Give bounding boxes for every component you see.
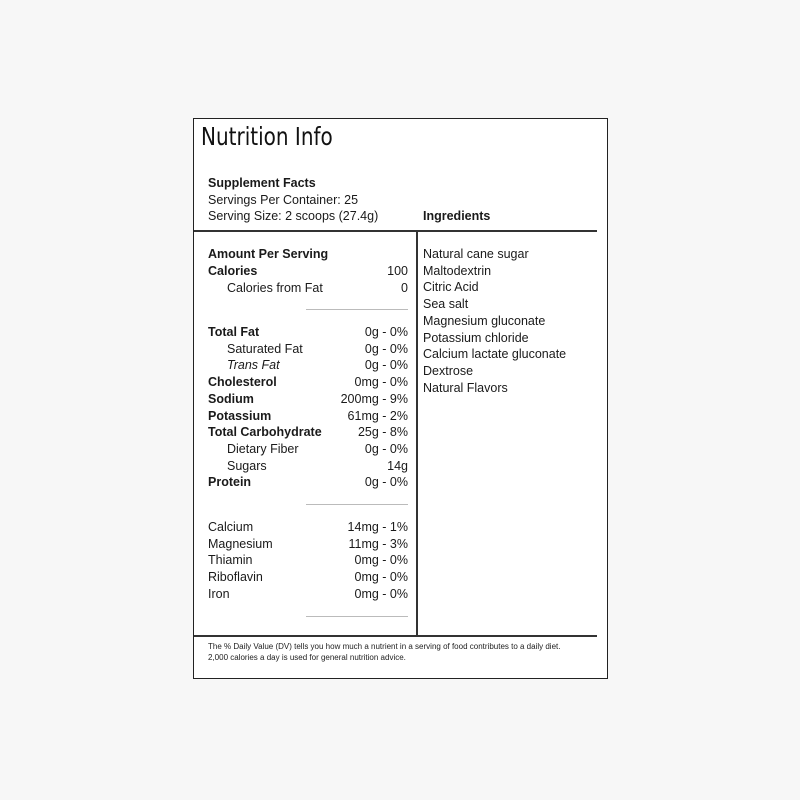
calories-row-label: Calories <box>208 264 258 278</box>
nutrient-row <box>208 441 408 457</box>
ingredient-item: Natural cane sugar <box>423 247 529 261</box>
mineral-row <box>208 519 408 535</box>
ingredient-item: Calcium lactate gluconate <box>423 347 567 362</box>
nutrition-panel <box>193 118 608 679</box>
ingredients-heading: Ingredients <box>423 209 491 223</box>
nutrient-row-value: 14g <box>387 458 408 473</box>
nutrient-row-value: 0g - 0% <box>364 441 408 456</box>
mineral-row-value: 14mg - 1% <box>347 520 408 534</box>
nutrient-row-value: 25g - 8% <box>357 425 408 440</box>
section-divider <box>306 309 408 310</box>
mineral-row-label: Iron <box>208 586 230 601</box>
nutrient-row <box>208 324 408 340</box>
ingredient-list <box>423 246 566 396</box>
daily-value-footnote <box>208 641 598 663</box>
nutrient-row <box>208 458 408 474</box>
nutrient-row-label: Sodium <box>208 391 254 406</box>
nutrient-row-label: Total Carbohydrate <box>208 425 322 440</box>
mineral-row-value: 11mg - 3% <box>348 536 408 551</box>
nutrient-row-value: 0mg - 0% <box>354 375 408 390</box>
ingredient-item: Sea salt <box>423 297 469 312</box>
nutrient-row <box>208 424 408 440</box>
nutrient-row <box>208 408 408 424</box>
mineral-row <box>208 586 408 602</box>
ingredient-item: Dextrose <box>423 363 474 378</box>
nutrient-row-label: Sugars <box>227 458 267 473</box>
calories-row-value: 0 <box>401 280 408 295</box>
nutrient-row-value: 200mg - 9% <box>340 391 408 406</box>
footnote-line: The % Daily Value (DV) tells you how much a nutrient in a serving of food contributes to a daily diet. <box>208 642 561 651</box>
mineral-row-value: 0mg - 0% <box>354 553 408 568</box>
nutrient-row <box>208 374 408 390</box>
calories-row-value: 100 <box>387 264 408 278</box>
mineral-row-value: 0mg - 0% <box>354 586 408 601</box>
nutrient-row <box>208 357 408 373</box>
nutrient-row-label: Potassium <box>208 408 272 423</box>
nutrient-row-label: Protein <box>208 475 252 490</box>
ingredient-item: Magnesium gluconate <box>423 313 546 328</box>
mineral-row <box>208 552 408 568</box>
ingredient-item: Citric Acid <box>423 280 479 295</box>
ingredient-item: Natural Flavors <box>423 380 508 395</box>
calories-row <box>208 263 408 279</box>
nutrient-row <box>208 474 408 490</box>
footer-divider <box>194 635 597 637</box>
supplement-facts-heading: Supplement Facts <box>208 176 316 190</box>
nutrient-row <box>208 341 408 357</box>
header-divider <box>194 230 597 232</box>
column-divider <box>416 230 418 635</box>
mineral-row-label: Thiamin <box>208 553 253 568</box>
section-divider <box>306 616 408 617</box>
mineral-row <box>208 536 408 552</box>
mineral-row <box>208 569 408 585</box>
nutrient-row-value: 0g - 0% <box>364 341 408 356</box>
nutrient-row-label: Trans Fat <box>227 358 280 373</box>
servings-per-container: Servings Per Container: 25 <box>208 193 359 207</box>
nutrient-row-value: 0g - 0% <box>364 358 408 373</box>
nutrient-row <box>208 391 408 407</box>
mineral-row-value: 0mg - 0% <box>354 570 408 585</box>
mineral-row-label: Magnesium <box>208 536 273 551</box>
nutrient-row-label: Total Fat <box>208 325 260 339</box>
nutrient-row-label: Saturated Fat <box>227 341 303 356</box>
calories-row-label: Calories from Fat <box>227 280 323 295</box>
mineral-row-label: Riboflavin <box>208 570 263 585</box>
nutrient-row-label: Dietary Fiber <box>227 441 299 456</box>
mineral-row-label: Calcium <box>208 520 254 534</box>
amount-per-serving: Amount Per Serving <box>208 247 329 261</box>
nutrient-row-value: 0g - 0% <box>364 475 408 490</box>
nutrient-row-label: Cholesterol <box>208 375 277 390</box>
serving-size: Serving Size: 2 scoops (27.4g) <box>208 209 379 223</box>
ingredient-item: Maltodextrin <box>423 263 492 278</box>
footnote-line: 2,000 calories a day is used for general nutrition advice. <box>208 653 406 662</box>
nutrient-row-value: 0g - 0% <box>364 325 408 339</box>
nutrient-row-value: 61mg - 2% <box>347 408 408 423</box>
section-divider <box>306 504 408 505</box>
calories-row <box>208 280 408 296</box>
ingredient-item: Potassium chloride <box>423 330 529 345</box>
page-title: Nutrition Info <box>201 122 333 151</box>
